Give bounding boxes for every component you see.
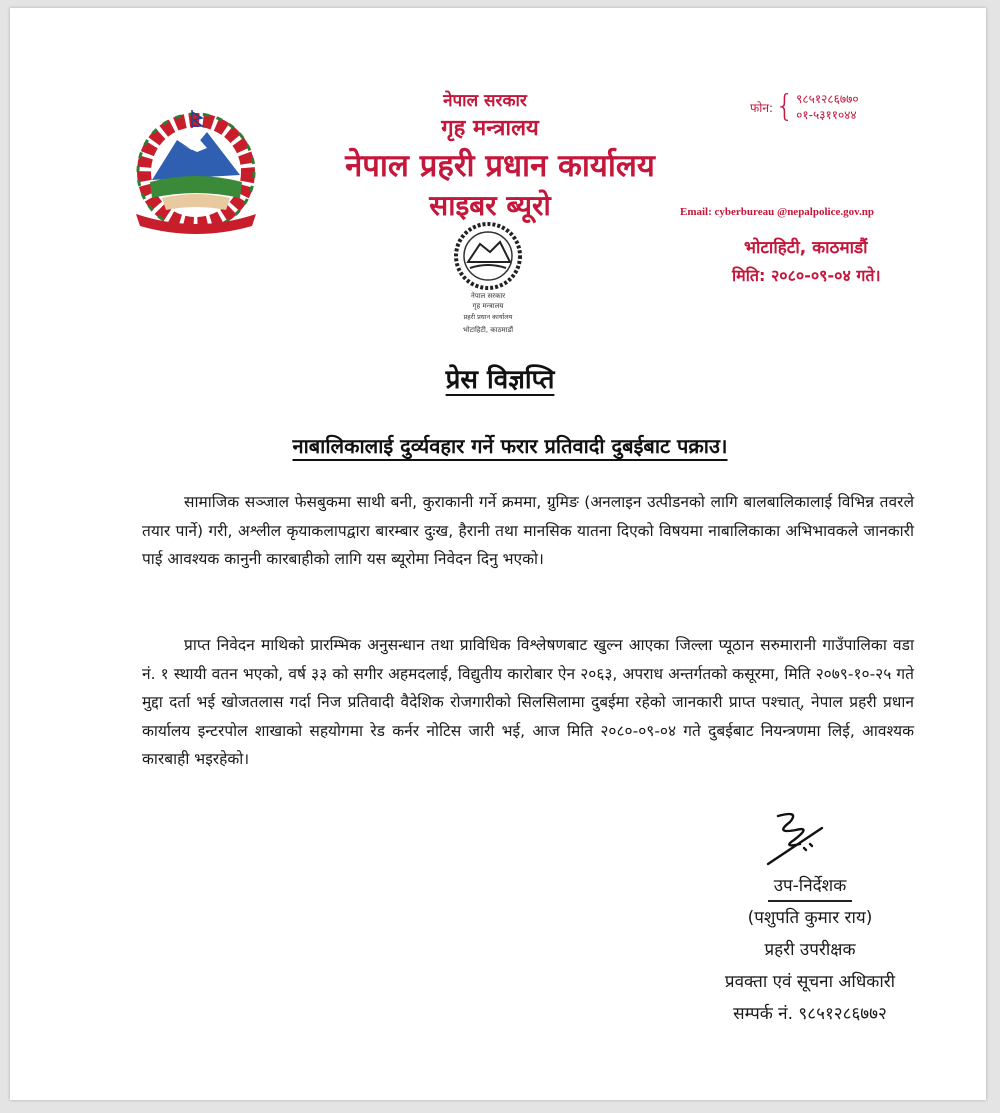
office-heading: नेपाल प्रहरी प्रधान कार्यालय — [345, 148, 655, 184]
phone-label: फोन: — [750, 100, 774, 115]
seal-text: नेपाल सरकार — [470, 292, 506, 300]
press-release-page — [10, 8, 986, 1100]
body-paragraph-1: सामाजिक सञ्जाल फेसबुकमा साथी बनी, कुराकानी गर्ने क्रममा, ग्रुमिङ (अनलाइन उत्पीडनको लागि बालबालिकालाई विभिन्न तवरले तयार पार्ने) गरी, अश्लील कृयाकलापद्वारा बारम्बार दुःख, हैरानी तथा मानसिक यातना दिएको विषयमा नाबालिकाका अभिभावकले जानकारी पाई आवश्यक कानुनी कारबाहीको लागि यस ब्यूरोमा निवेदन दिनु भएको। — [142, 493, 914, 568]
nepal-coat-of-arms-icon — [122, 110, 270, 238]
email-address: Email: cyberbureau @nepalpolice.gov.np — [680, 206, 874, 218]
issue-date: मिति: २०८०-०९-०४ गते। — [732, 266, 881, 285]
signatory-name: (पशुपति कुमार राय) — [747, 908, 873, 928]
government-heading: नेपाल सरकार — [443, 91, 527, 111]
handwritten-signature — [760, 808, 840, 870]
brace-icon: { — [775, 89, 795, 124]
ministry-heading: गृह मन्त्रालय — [441, 116, 539, 141]
bureau-heading: साइबर ब्यूरो — [429, 189, 551, 222]
document-title: प्रेस विज्ञप्ति — [445, 365, 555, 395]
signatory-contact: सम्पर्क नं. ९८५१२८६७७२ — [733, 1004, 887, 1024]
seal-text: गृह मन्त्रालय — [472, 302, 504, 310]
phone-number: ०१-५३११०४४ — [796, 108, 857, 122]
signatory-role: प्रवक्ता एवं सूचना अधिकारी — [724, 972, 896, 992]
headline-text: नाबालिकालाई दुर्व्यवहार गर्ने फरार प्रतिवादी दुबईबाट पक्राउ। — [292, 434, 728, 458]
seal-text: प्रहरी प्रधान कार्यालय — [463, 313, 513, 321]
official-seal-stamp — [418, 218, 558, 346]
body-paragraph-2: प्राप्त निवेदन माथिको प्रारम्भिक अनुसन्धान तथा प्राविधिक विश्लेषणबाट खुल्न आएका जिल्ला प्यूठान सरुमारानी गाउँपालिका वडा नं. १ स्थायी वतन भएको, वर्ष ३३ को सगीर अहमदलाई, विद्युतीय कारोबार ऐन २०६३, अपराध अन्तर्गतको कसूरमा, मिति २०७९-१०-२५ गते मुद्दा दर्ता भई खोजतलास गर्दा निज प्रतिवादी वैदेशिक रोजगारीको सिलसिलामा दुबईमा रहेको जानकारी प्राप्त पश्चात्, नेपाल प्रहरी प्रधान कार्यालय इन्टरपोल शाखाको सहयोगमा रेड कर्नर नोटिस जारी भई, आज मिति २०८०-०९-०४ गते दुबईबाट नियन्त्रणमा लिई, आवश्यक कारबाही भइरहेको। — [142, 636, 914, 768]
news-headline — [160, 432, 860, 459]
phone-block — [750, 91, 859, 123]
office-address: भोटाहिटी, काठमाडौं — [744, 238, 868, 258]
phone-number: ९८५१२८६७७० — [796, 92, 859, 106]
signatory-designation: उप-निर्देशक — [768, 872, 853, 902]
signatory-rank: प्रहरी उपरीक्षक — [764, 940, 856, 960]
seal-text: भोटाहिटी, काठमाडौं — [462, 326, 514, 334]
